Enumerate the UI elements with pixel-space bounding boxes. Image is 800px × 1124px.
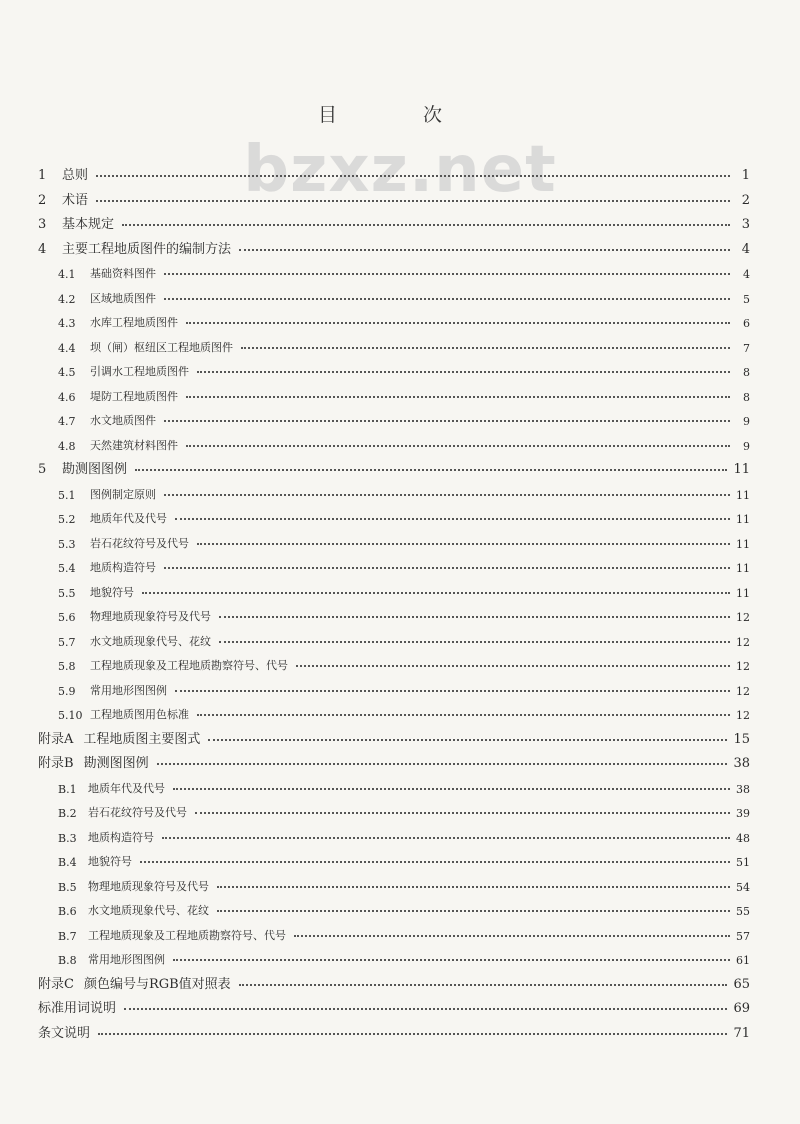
toc-entry-title: 物理地质现象符号及代号 <box>88 879 209 893</box>
toc-entry-title: 基本规定 <box>62 217 115 232</box>
toc-entry-number: 1 <box>38 168 47 183</box>
toc-entry-page: 11 <box>736 562 750 575</box>
toc-entry-page: 54 <box>736 880 750 894</box>
toc-entry-number: B.5 <box>58 880 77 894</box>
toc-entry-page: 8 <box>743 390 750 404</box>
toc-entry-title: 引调水工程地质图件 <box>90 365 189 378</box>
toc-entry-page: 12 <box>736 660 750 673</box>
toc-entry-page: 55 <box>736 905 750 918</box>
toc-leader-dots <box>164 567 730 569</box>
toc-leader-dots <box>98 1033 727 1035</box>
toc-entry <box>38 159 750 183</box>
toc-leader-dots <box>197 714 730 716</box>
toc-leader-dots <box>135 469 727 471</box>
toc-entry-number: 附录C <box>38 976 74 992</box>
toc-entry-number: 附录B <box>38 756 74 771</box>
toc-entry-page: 1 <box>741 168 750 183</box>
toc-entry-title: 堤防工程地质图件 <box>90 389 178 403</box>
toc-entry <box>58 649 750 673</box>
toc-entry-title: 岩石花纹符号及代号 <box>90 536 189 550</box>
toc-leader-dots <box>197 543 730 545</box>
toc-entry-title: 地质年代及代号 <box>90 512 167 525</box>
toc-entry-number: B.1 <box>58 782 77 796</box>
toc-entry-page: 39 <box>736 807 750 820</box>
toc-entry-title: 水文地质现象代号、花纹 <box>88 904 209 917</box>
toc-entry-page: 4 <box>741 241 750 257</box>
toc-entry-title: 地貌符号 <box>88 855 132 868</box>
toc-entry <box>58 478 750 502</box>
toc-entry <box>38 184 750 208</box>
toc-leader-dots <box>124 1008 727 1010</box>
toc-entry-page: 12 <box>736 709 750 722</box>
toc-entry <box>58 772 750 796</box>
toc-entry <box>38 747 750 771</box>
toc-entry <box>58 380 750 404</box>
toc-entry-page: 11 <box>736 513 750 526</box>
toc-entry-number: 5.8 <box>58 660 76 673</box>
toc-leader-dots <box>175 518 730 520</box>
toc-entry-title: 水文地质现象代号、花纹 <box>90 634 211 648</box>
toc-entry-page: 11 <box>736 488 750 502</box>
toc-leader-dots <box>239 984 728 986</box>
toc-entry-number: 附录A <box>38 731 74 747</box>
toc-entry-title: 图例制定原则 <box>90 487 156 501</box>
toc-leader-dots <box>173 788 730 790</box>
toc-entry-number: 2 <box>38 192 47 208</box>
toc-entry-number: 4.6 <box>58 390 76 404</box>
toc-entry <box>58 625 750 649</box>
toc-entry-page: 3 <box>741 217 750 232</box>
toc-leader-dots <box>96 175 730 177</box>
toc-entry-number: 4.7 <box>58 415 76 428</box>
toc-leader-dots <box>164 298 730 300</box>
toc-entry-number: 3 <box>38 217 47 232</box>
toc-entry-title: 岩石花纹符号及代号 <box>88 806 187 819</box>
toc-entry-page: 69 <box>733 1001 750 1016</box>
toc-entry-title: 地貌符号 <box>90 585 134 599</box>
toc-leader-dots <box>217 886 730 888</box>
toc-entry-title: 颜色编号与RGB值对照表 <box>83 976 231 992</box>
toc-leader-dots <box>186 445 730 447</box>
toc-entry-title: 术语 <box>62 192 89 208</box>
toc-entry <box>58 674 750 698</box>
toc-entry <box>38 208 750 232</box>
toc-entry <box>58 600 750 624</box>
toc-entry-page: 71 <box>733 1025 750 1041</box>
toc-entry <box>38 723 750 747</box>
toc-leader-dots <box>208 739 727 741</box>
toc-leader-dots <box>294 935 730 937</box>
toc-entry-title: 工程地质图主要图式 <box>83 731 201 747</box>
toc-entry <box>58 821 750 845</box>
toc-entry <box>58 306 750 330</box>
toc-entry-page: 6 <box>743 317 750 330</box>
toc-entry-number: 5.4 <box>58 562 76 575</box>
toc-leader-dots <box>157 763 728 765</box>
toc-entry-number: 4.2 <box>58 292 76 306</box>
toc-entry-page: 48 <box>736 831 750 845</box>
toc-entry-number: 4.5 <box>58 366 76 379</box>
toc-entry-title: 勘测图图例 <box>83 756 149 771</box>
toc-leader-dots <box>142 592 730 594</box>
toc-leader-dots <box>296 665 730 667</box>
toc-leader-dots <box>219 641 730 643</box>
toc-entry <box>58 551 750 575</box>
toc-entry-title: 天然建筑材料图件 <box>90 438 178 452</box>
toc-entry-number: 5 <box>38 462 47 477</box>
toc-entry-title: 条文说明 <box>38 1025 91 1041</box>
toc-entry-page: 57 <box>736 929 750 943</box>
toc-entry-page: 38 <box>736 782 750 796</box>
toc-entry-page: 15 <box>733 731 750 747</box>
toc-entry <box>58 331 750 355</box>
toc-entry-page: 61 <box>736 954 750 967</box>
toc-leader-dots <box>96 200 730 202</box>
toc-leader-dots <box>219 616 730 618</box>
toc-entry <box>58 502 750 526</box>
toc-leader-dots <box>197 371 730 373</box>
toc-entry-page: 5 <box>743 292 750 306</box>
toc-entry-page: 9 <box>743 439 750 453</box>
toc-leader-dots <box>217 910 730 912</box>
toc-entry-page: 12 <box>736 611 750 624</box>
toc-entry-number: 5.10 <box>58 709 83 722</box>
toc-entry-title: 常用地形图图例 <box>88 953 165 966</box>
toc-entry-title: 工程地质现象及工程地质勘察符号、代号 <box>88 928 286 942</box>
toc-entry-title: 工程地质图用色标准 <box>90 708 189 721</box>
toc-entry-number: B.4 <box>58 856 77 869</box>
toc-leader-dots <box>162 837 730 839</box>
toc-entry <box>38 233 750 257</box>
toc-entry-page: 11 <box>736 586 750 600</box>
toc-entry <box>38 1017 750 1041</box>
toc-leader-dots <box>195 812 730 814</box>
toc-entry-title: 地质构造符号 <box>88 830 154 844</box>
toc-leader-dots <box>164 273 730 275</box>
toc-entry-title: 坝（闸）枢纽区工程地质图件 <box>90 340 233 354</box>
toc-leader-dots <box>186 396 730 398</box>
toc-entry-number: 5.1 <box>58 488 76 502</box>
toc-entry <box>38 453 750 477</box>
toc-entry <box>58 282 750 306</box>
toc-entry-title: 勘测图图例 <box>62 462 128 477</box>
toc-leader-dots <box>164 420 730 422</box>
toc-entry <box>58 796 750 820</box>
toc-entry <box>58 894 750 918</box>
toc-entry <box>58 257 750 281</box>
toc-entry-page: 65 <box>733 976 750 992</box>
toc-leader-dots <box>122 224 730 226</box>
toc-entry-page: 8 <box>743 366 750 379</box>
toc-entry-title: 常用地形图图例 <box>90 683 167 697</box>
toc-entry-title: 地质构造符号 <box>90 561 156 574</box>
toc-entry-number: 5.7 <box>58 635 76 649</box>
toc-entry <box>58 870 750 894</box>
toc-entry <box>58 429 750 453</box>
toc-entry-page: 9 <box>743 415 750 428</box>
toc-leader-dots <box>241 347 730 349</box>
toc-entry-page: 51 <box>736 856 750 869</box>
toc-entry-number: 4.8 <box>58 439 76 453</box>
toc-entry-number: B.7 <box>58 929 77 943</box>
toc-entry <box>58 845 750 869</box>
toc-entry-number: 5.3 <box>58 537 76 551</box>
toc-entry <box>58 919 750 943</box>
toc-entry <box>58 527 750 551</box>
toc-entry-number: 4.4 <box>58 341 76 355</box>
toc-leader-dots <box>140 861 730 863</box>
toc-entry-title: 标准用词说明 <box>38 1001 117 1016</box>
toc-entry-page: 12 <box>736 684 750 698</box>
toc-entry-page: 38 <box>733 756 750 771</box>
toc-entry-page: 7 <box>743 341 750 355</box>
toc-entry <box>38 992 750 1016</box>
toc-entry-title: 主要工程地质图件的编制方法 <box>62 241 232 257</box>
toc-entry-title: 工程地质现象及工程地质勘察符号、代号 <box>90 659 288 672</box>
watermark: bzxz.net <box>243 133 557 207</box>
toc-entry-title: 区域地质图件 <box>90 291 156 305</box>
toc-leader-dots <box>175 690 730 692</box>
toc-entry-number: 5.2 <box>58 513 76 526</box>
toc-leader-dots <box>239 249 730 251</box>
toc-leader-dots <box>173 959 730 961</box>
toc-entry <box>58 404 750 428</box>
toc-entry-number: B.3 <box>58 831 77 845</box>
toc-entry-title: 基础资料图件 <box>90 267 156 280</box>
toc-entry-number: 4.3 <box>58 317 76 330</box>
toc-entry-number: 5.9 <box>58 684 76 698</box>
toc-entry-title: 总则 <box>62 168 89 183</box>
toc-entry-number: 4 <box>38 241 47 257</box>
toc-entry <box>58 576 750 600</box>
toc-leader-dots <box>186 322 730 324</box>
toc-leader-dots <box>164 494 730 496</box>
toc-entry-page: 12 <box>736 635 750 649</box>
toc-entry <box>58 943 750 967</box>
toc-entry <box>38 968 750 992</box>
toc-entry-title: 水库工程地质图件 <box>90 316 178 329</box>
toc-entry-number: 5.5 <box>58 586 76 600</box>
toc-entry-number: B.8 <box>58 954 77 967</box>
toc-entry-title: 物理地质现象符号及代号 <box>90 610 211 623</box>
toc-entry-page: 11 <box>733 462 750 477</box>
toc-entry-number: 5.6 <box>58 611 76 624</box>
toc-entry <box>58 698 750 722</box>
toc-entry-number: 4.1 <box>58 268 76 281</box>
toc-entry-page: 11 <box>736 537 750 551</box>
toc-entry-page: 2 <box>741 192 750 208</box>
toc-entry-title: 地质年代及代号 <box>88 781 165 795</box>
toc-entry-page: 4 <box>743 268 750 281</box>
toc-entry-title: 水文地质图件 <box>90 414 156 427</box>
toc-entry <box>58 355 750 379</box>
page-title: 目 次 <box>317 104 483 126</box>
toc-entry-number: B.2 <box>58 807 77 820</box>
toc-entry-number: B.6 <box>58 905 77 918</box>
